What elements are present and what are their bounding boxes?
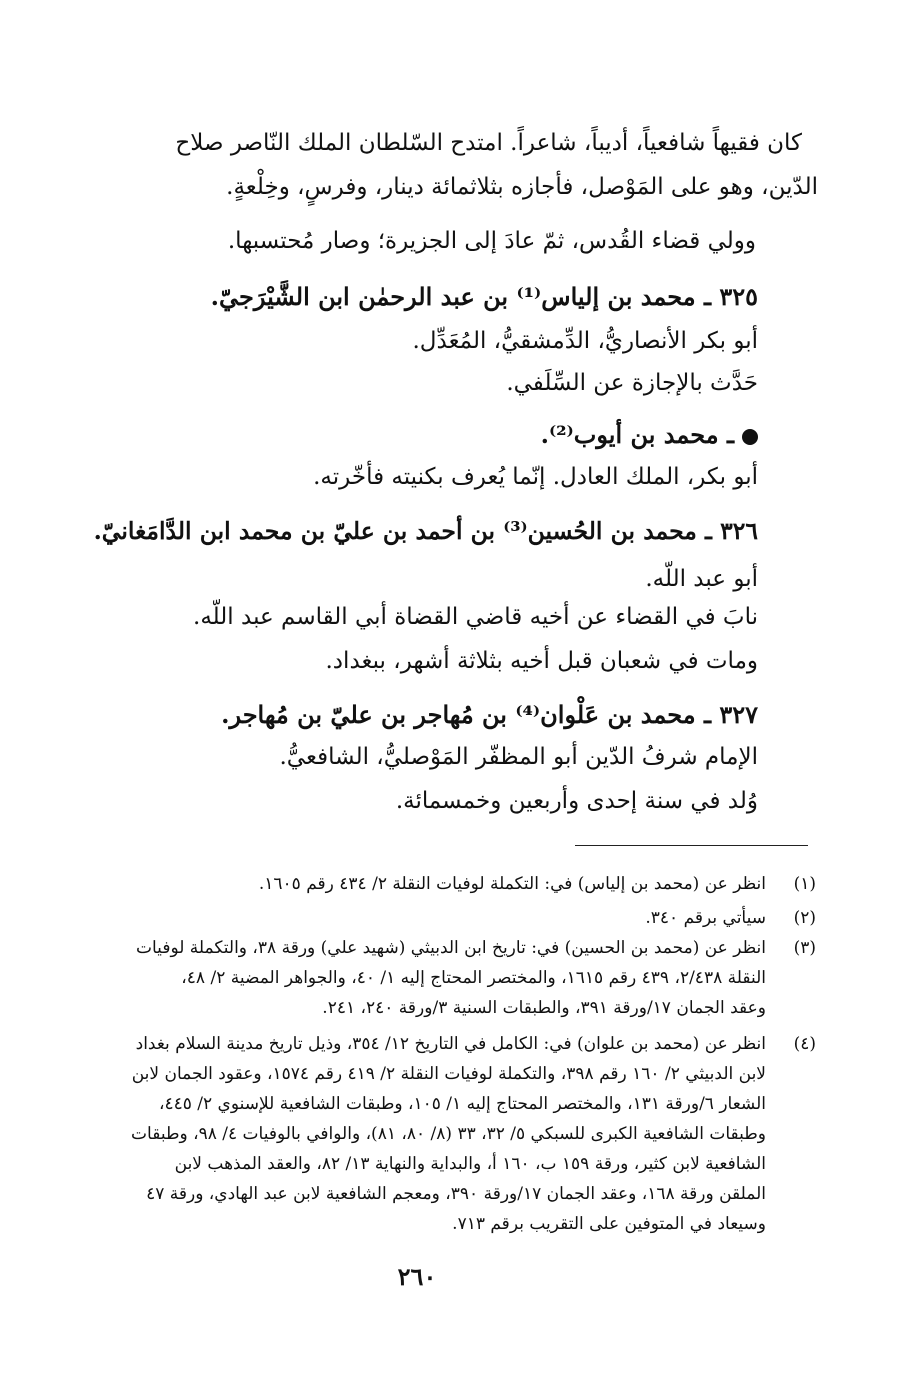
body-line-2: الدّين، وهو على المَوْصل، فأجازه بثلاثمائة دينار، وفرسٍ، وخِلْعةٍ. [226, 174, 818, 200]
entry-heading-325: ٣٢٥ ـ محمد بن إلياس⁽¹⁾ بن عبد الرحمٰن ابن الشَّيْرَجيّ. [210, 282, 758, 311]
entry-heading-bullet [541, 420, 758, 450]
footnote-4-line-4: وطبقات الشافعية الكبرى للسبكي ٥/ ٣٢، ٣٣ (٨/ ٨٠، ٨١)، والوافي بالوفيات ٤/ ٩٨، وطبقات [131, 1124, 766, 1144]
footnote-4-line-7: وسيعاد في المتوفين على التقريب برقم ٧١٣. [452, 1214, 766, 1234]
entry-heading-bullet-text: ـ محمد بن أيوب⁽²⁾. [540, 420, 734, 449]
entry-326-line-3: ومات في شعبان قبل أخيه بثلاثة أشهر، ببغداد. [325, 648, 758, 674]
entry-325-line-1: أبو بكر الأنصاريُّ، الدِّمشقيُّ، المُعَدِّل. [412, 328, 758, 354]
footnote-marker-1: (١) [793, 874, 816, 894]
page-number: ٢٦٠ [397, 1262, 437, 1291]
footnote-2-line-1: سيأتي برقم ٣٤٠. [645, 908, 766, 928]
footnote-1-line-1: انظر عن (محمد بن إلياس) في: التكملة لوفيات النقلة ٢/ ٤٣٤ رقم ١٦٠٥. [258, 874, 766, 894]
footnote-4-line-1: انظر عن (محمد بن علوان) في: الكامل في التاريخ ١٢/ ٣٥٤، وذيل تاريخ مدينة السلام بغداد [135, 1034, 766, 1054]
bullet-dot-icon [742, 429, 758, 445]
footnote-marker-2: (٢) [793, 908, 816, 928]
footnote-4-line-3: الشعار ٦/ورقة ١٣١، والمختصر المحتاج إليه ١/ ١٠٥، وطبقات الشافعية للإسنوي ٢/ ٤٤٥، [158, 1094, 766, 1114]
footnote-4-line-2: لابن الدبيثي ٢/ ١٦٠ رقم ٣٩٨، والتكملة لوفيات النقلة ٢/ ٤١٩ رقم ١٥٧٤، وعقود الجمان لابن [131, 1064, 766, 1084]
entry-325-line-2: حَدَّث بالإجازة عن السِّلَفي. [506, 370, 758, 396]
footnote-3-line-1: انظر عن (محمد بن الحسين) في: تاريخ ابن الدبيثي (شهيد علي) ورقة ٣٨، والتكملة لوفيات [136, 938, 766, 958]
entry-heading-327: ٣٢٧ ـ محمد بن عَلْوان⁽⁴⁾ بن مُهاجر بن عليّ بن مُهاجر. [221, 700, 758, 729]
body-line-1: كان فقيهاً شافعياً، أديباً، شاعراً. امتدح السّلطان الملك النّاصر صلاح [175, 130, 802, 156]
entry-326-line-1: أبو عبد اللّه. [645, 566, 758, 592]
entry-heading-326: ٣٢٦ ـ محمد بن الحُسين⁽³⁾ بن أحمد بن عليّ بن محمد ابن الدَّامَغانيّ. [93, 517, 758, 545]
footnote-3-line-2: النقلة ٢/٤٣٨، ٤٣٩ رقم ١٦١٥، والمختصر المحتاج إليه ١/ ٤٠، والجواهر المضية ٢/ ٤٨، [181, 968, 766, 988]
footnote-4-line-6: الملقن ورقة ١٦٨، وعقد الجمان ١٧/ورقة ٣٩٠، ومعجم الشافعية لابن عبد الهادي، ورقة ٤٧ [146, 1184, 766, 1204]
footnote-marker-4: (٤) [793, 1034, 816, 1054]
footnote-3-line-3: وعقد الجمان ١٧/ورقة ٣٩١، والطبقات السنية ٣/ورقة ٢٤٠، ٢٤١. [322, 998, 766, 1018]
footnote-4-line-5: الشافعية لابن كثير، ورقة ١٥٩ ب، ١٦٠ أ، والبداية والنهاية ١٣/ ٨٢، والعقد المذهب لابن [174, 1154, 766, 1174]
entry-326-line-2: نابَ في القضاء عن أخيه قاضي القضاة أبي القاسم عبد اللّه. [193, 604, 758, 630]
entry-327-line-1: الإمام شرفُ الدّين أبو المظفّر المَوْصليُّ، الشافعيُّ. [279, 744, 758, 770]
entry-327-line-2: وُلد في سنة إحدى وأربعين وخمسمائة. [395, 788, 758, 814]
entry-bullet-line-1: أبو بكر، الملك العادل. إنّما يُعرف بكنيته فأخّرته. [313, 464, 758, 490]
body-line-3: وولي قضاء القُدس، ثمّ عادَ إلى الجزيرة؛ وصار مُحتسبها. [227, 228, 756, 254]
footnote-separator [575, 845, 808, 846]
footnote-marker-3: (٣) [793, 938, 816, 958]
